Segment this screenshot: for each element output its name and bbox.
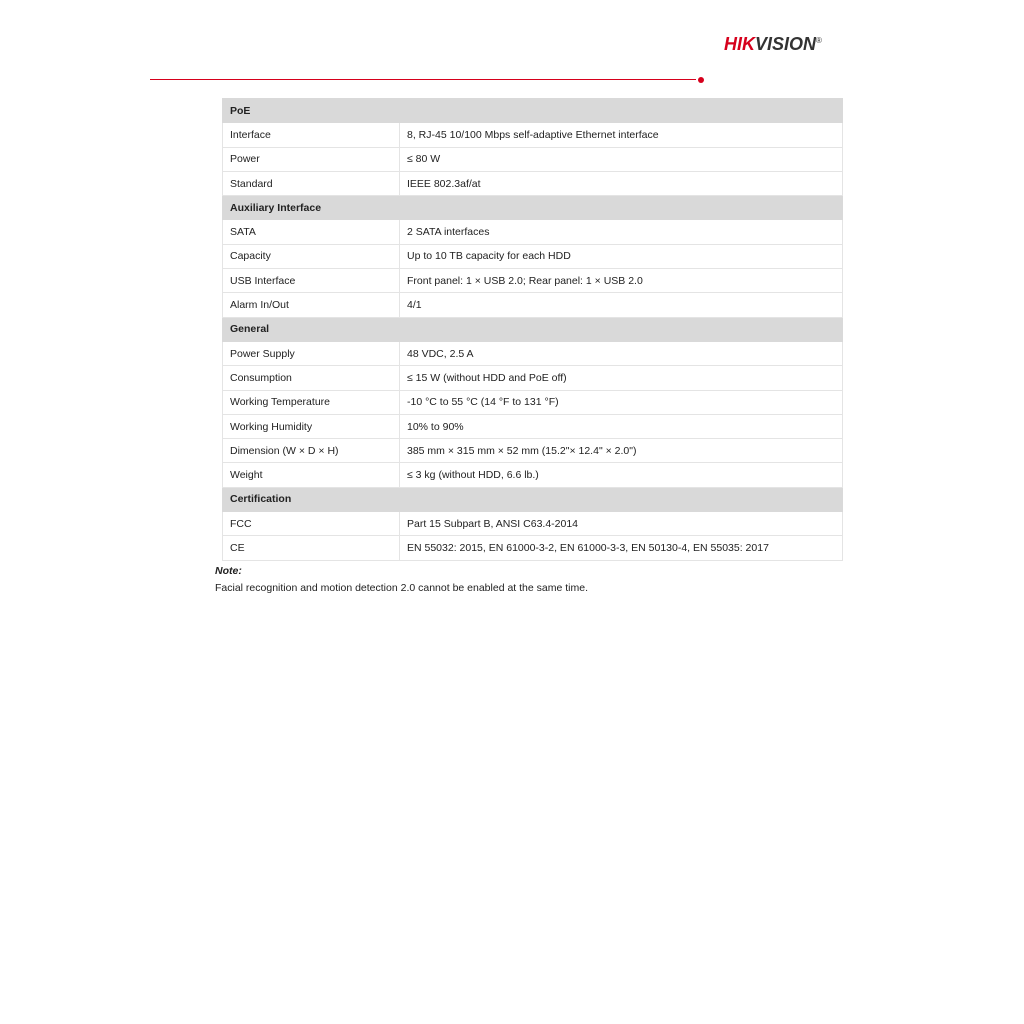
header-rule [150,79,696,80]
row-value: -10 °C to 55 °C (14 °F to 131 °F) [400,390,843,414]
row-label: Standard [223,171,400,195]
section-header-general [223,317,843,341]
row-label: Power [223,147,400,171]
row-label: FCC [223,512,400,536]
row-label: Power Supply [223,341,400,365]
note-title: Note: [215,565,242,577]
row-value: 10% to 90% [400,414,843,438]
section-header-certification [223,487,843,511]
section-title: General [223,317,843,341]
section-header-auxiliary-interface [223,196,843,220]
logo-red-text: HIK [724,34,755,54]
row-label: Dimension (W × D × H) [223,439,400,463]
note-text: Facial recognition and motion detection 2.0 cannot be enabled at the same time. [215,582,588,594]
table-row [223,269,843,293]
table-row [223,341,843,365]
row-label: Working Humidity [223,414,400,438]
section-title: Auxiliary Interface [223,196,843,220]
section-title: Certification [223,487,843,511]
row-value: IEEE 802.3af/at [400,171,843,195]
hikvision-logo [724,34,822,55]
table-row [223,536,843,560]
row-value: 385 mm × 315 mm × 52 mm (15.2"× 12.4" × 2.0") [400,439,843,463]
row-label: SATA [223,220,400,244]
table-row [223,366,843,390]
row-label: Capacity [223,244,400,268]
row-value: Up to 10 TB capacity for each HDD [400,244,843,268]
row-label: Interface [223,123,400,147]
row-value: EN 55032: 2015, EN 61000-3-2, EN 61000-3-3, EN 50130-4, EN 55035: 2017 [400,536,843,560]
row-label: Working Temperature [223,390,400,414]
row-label: Alarm In/Out [223,293,400,317]
table-row [223,171,843,195]
table-row [223,414,843,438]
row-label: Consumption [223,366,400,390]
row-value: ≤ 15 W (without HDD and PoE off) [400,366,843,390]
table-row [223,244,843,268]
section-header-poe [223,99,843,123]
row-value: 48 VDC, 2.5 A [400,341,843,365]
registered-mark: ® [816,36,822,45]
table-row [223,439,843,463]
header-rule-dot [698,77,704,83]
row-value: Part 15 Subpart B, ANSI C63.4-2014 [400,512,843,536]
table-row [223,123,843,147]
row-label: CE [223,536,400,560]
row-value: ≤ 3 kg (without HDD, 6.6 lb.) [400,463,843,487]
table-row [223,220,843,244]
row-value: ≤ 80 W [400,147,843,171]
row-value: 2 SATA interfaces [400,220,843,244]
spec-table [222,98,843,561]
section-title: PoE [223,99,843,123]
table-row [223,147,843,171]
table-row [223,463,843,487]
row-value: 4/1 [400,293,843,317]
row-value: Front panel: 1 × USB 2.0; Rear panel: 1 × USB 2.0 [400,269,843,293]
table-row [223,512,843,536]
table-row [223,293,843,317]
row-label: Weight [223,463,400,487]
row-label: USB Interface [223,269,400,293]
logo-grey-text: VISION [755,34,817,54]
table-row [223,390,843,414]
row-value: 8, RJ-45 10/100 Mbps self-adaptive Ethernet interface [400,123,843,147]
